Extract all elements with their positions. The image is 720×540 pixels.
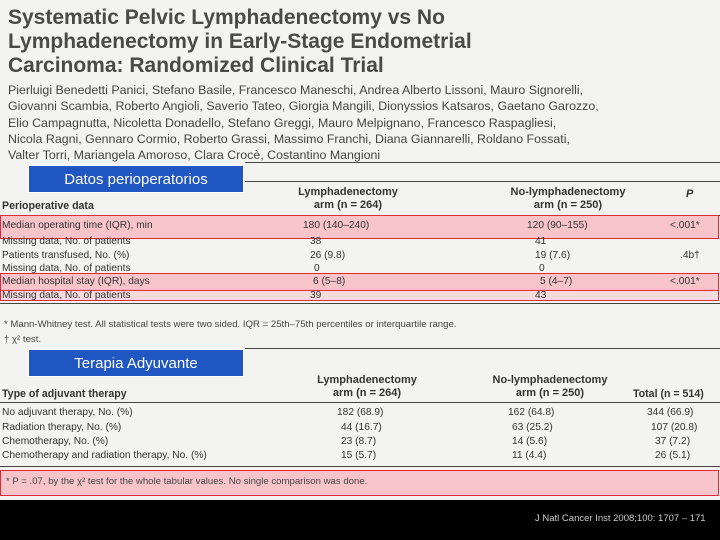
table1-header-lymph-line2: arm (n = 264)	[313, 198, 383, 211]
row-total: 344 (66.9)	[647, 407, 694, 418]
row-label: Missing data, No. of patients	[2, 236, 131, 247]
row-label: Chemotherapy, No. (%)	[2, 436, 109, 447]
author-line-2: Giovanni Scambia, Roberto Angioli, Saverio Tateo, Giorgia Mangili, Dionyssios Katsaros, Gaetano Garozzo,	[8, 99, 599, 114]
author-line-5: Valter Torri, Mariangela Amoroso, Clara Crocè, Costantino Mangioni	[8, 148, 381, 163]
row-label: Radiation therapy, No. (%)	[2, 422, 122, 433]
table1-bottom-rule	[0, 303, 720, 304]
row-nolymph: 19 (7.6)	[535, 250, 571, 261]
table2-header-nolymph-line2: arm (n = 250)	[515, 386, 585, 399]
table1-top-rule	[245, 162, 720, 163]
row-p: <.001*	[670, 220, 700, 231]
author-line-3: Elio Campagnutta, Nicoletta Donadello, Stefano Greggi, Mauro Melpignano, Francesco Raspagliesi,	[8, 115, 557, 130]
table1-header-lymph-line1: Lymphadenectomy	[298, 186, 398, 198]
author-list	[8, 82, 720, 163]
title-line-3: Carcinoma: Randomized Clinical Trial	[8, 54, 384, 77]
title-line-1: Systematic Pelvic Lymphadenectomy vs No	[8, 6, 445, 29]
row-lymph: 182 (68.9)	[337, 407, 384, 418]
row-lymph: 26 (9.8)	[310, 250, 346, 261]
row-label: Median operating time (IQR), min	[2, 220, 153, 231]
table2-header-lymph	[292, 374, 442, 399]
table2-header-lymph-line2: arm (n = 264)	[332, 386, 402, 399]
row-nolymph: 43	[535, 290, 547, 301]
row-nolymph: 41	[535, 236, 547, 247]
row-lymph: 15 (5.7)	[341, 450, 377, 461]
row-nolymph: 120 (90–155)	[527, 220, 588, 231]
section-label-adjuvant: Terapia Adyuvante	[28, 349, 244, 377]
row-lymph: 39	[310, 290, 322, 301]
row-label: Patients transfused, No. (%)	[2, 250, 130, 261]
table2-col-label: Type of adjuvant therapy	[2, 388, 127, 400]
row-nolymph: 5 (4–7)	[540, 276, 573, 287]
row-p: <.001*	[670, 276, 700, 287]
section-label-perioperative: Datos perioperatorios	[28, 165, 244, 193]
row-lymph: 0	[314, 263, 320, 274]
table1-footnote-2: † χ² test.	[4, 334, 42, 345]
row-total: 37 (7.2)	[655, 436, 691, 447]
table1-header-nolymph-line2: arm (n = 250)	[533, 198, 603, 211]
row-label: Median hospital stay (IQR), days	[2, 276, 150, 287]
row-label: Missing data, No. of patients	[2, 290, 131, 301]
row-total: 107 (20.8)	[651, 422, 698, 433]
row-nolymph: 14 (5.6)	[512, 436, 548, 447]
row-total: 26 (5.1)	[655, 450, 691, 461]
author-line-4: Nicola Ragni, Gennaro Cormio, Roberto Grassi, Massimo Franchi, Diana Giannarelli, Roldano Fossati,	[8, 131, 570, 146]
table1-header-lymph	[268, 186, 428, 211]
row-lymph: 44 (16.7)	[341, 422, 382, 433]
author-line-1: Pierluigi Benedetti Panici, Stefano Basile, Francesco Maneschi, Andrea Alberto Lissoni, Mauro Signorelli,	[8, 83, 584, 97]
table1-col-label: Perioperative data	[2, 200, 94, 212]
table1-footnote-1: * Mann-Whitney test. All statistical tests were two sided. IQR = 25th–75th percentiles or interquartile range.	[4, 319, 457, 330]
table1-rule-2	[245, 181, 720, 182]
table2-header-rule	[0, 402, 720, 403]
title-line-2: Lymphadenectomy in Early-Stage Endometrial	[8, 30, 472, 53]
table2-bottom-rule	[0, 466, 720, 467]
row-lymph: 6 (5–8)	[313, 276, 346, 287]
row-lymph: 180 (140–240)	[303, 220, 370, 231]
table2-footnote: * P = .07, by the χ² test for the whole tabular values. No single comparison was done.	[6, 476, 368, 487]
table1-header-nolymph	[478, 186, 658, 211]
citation: J Natl Cancer Inst 2008;100: 1707 – 171	[535, 513, 706, 524]
row-label: Chemotherapy and radiation therapy, No. (%)	[2, 450, 207, 461]
row-nolymph: 162 (64.8)	[508, 407, 555, 418]
row-nolymph: 0	[539, 263, 545, 274]
table2-header-lymph-line1: Lymphadenectomy	[317, 374, 417, 386]
row-lymph: 23 (8.7)	[341, 436, 377, 447]
table1-header-nolymph-line1: No-lymphadenectomy	[510, 186, 626, 198]
article-title	[8, 6, 718, 78]
row-nolymph: 63 (25.2)	[512, 422, 553, 433]
row-nolymph: 11 (4.4)	[512, 450, 547, 461]
table2-header-nolymph-line1: No-lymphadenectomy	[492, 374, 608, 386]
table2-top-rule	[245, 348, 720, 349]
table1-header-p: P	[686, 188, 694, 200]
row-p: .4b†	[680, 250, 700, 261]
row-lymph: 38	[310, 236, 322, 247]
row-label: No adjuvant therapy, No. (%)	[2, 407, 133, 418]
table2-header-total: Total (n = 514)	[633, 388, 704, 400]
table2-header-nolymph	[460, 374, 640, 399]
row-label: Missing data, No. of patients	[2, 263, 131, 274]
